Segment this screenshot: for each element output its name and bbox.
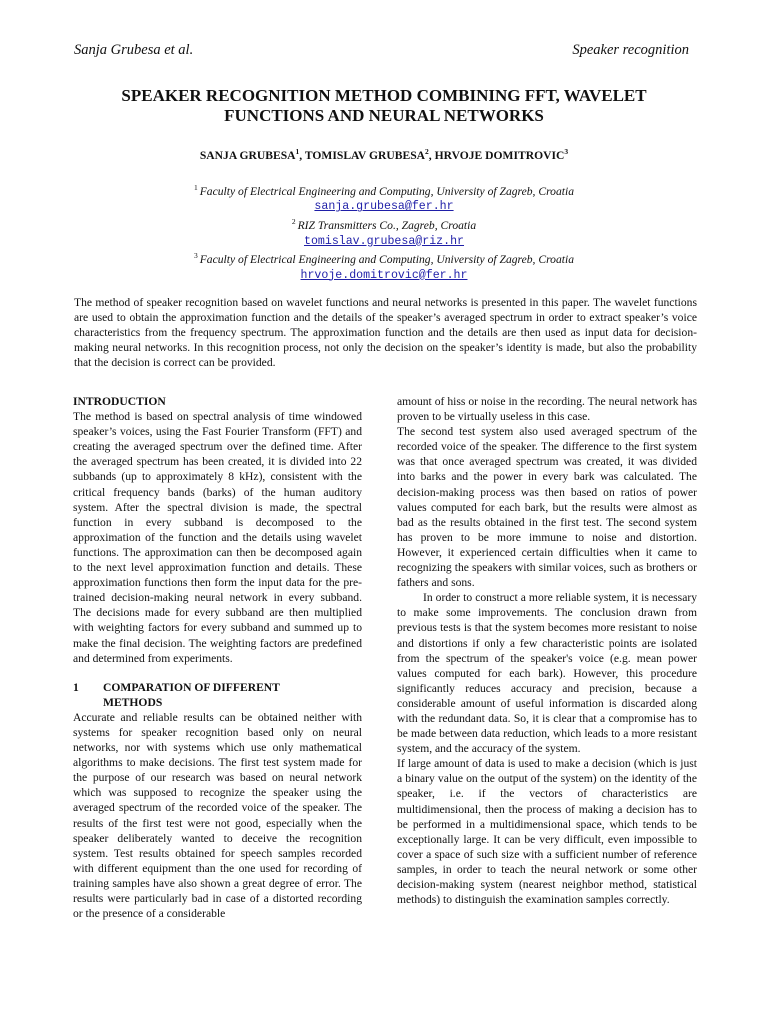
- running-header-topic: Speaker recognition: [572, 42, 689, 58]
- section-number: 1: [73, 680, 79, 694]
- body-paragraph: In order to construct a more reliable system, it is necessary to make some improvements. The conclusion drawn from previous tests is that the system becomes more resistant to noise and distortions if only a few characteristic points are isolated from the spectrum of the speaker's voice (e.g. mean power values computed for each bark). However, this procedure significantly reduces accuracy and precision, because a considerable amount of useful information is discarded along with the redundant data. So, it is clear that a compromise has to be made between data reduction, which leads to a more resistant system, and the accuracy of the system.: [397, 591, 697, 756]
- affiliation: [60, 181, 708, 199]
- affiliation-text: Faculty of Electrical Engineering and Computing, University of Zagreb, Croatia: [199, 252, 575, 266]
- author-name: SANJA GRUBESA: [199, 148, 296, 162]
- paper-title: [60, 86, 708, 126]
- author-affiliation-mark: 3: [564, 147, 569, 156]
- right-column: [397, 394, 697, 907]
- affiliation-mark: 2: [291, 217, 296, 227]
- email-link[interactable]: tomislav.grubesa@riz.hr: [303, 234, 465, 248]
- affiliation-mark: 1: [193, 183, 198, 192]
- abstract: The method of speaker recognition based on wavelet functions and neural networks is presented in this paper. The wavelet functions are used to obtain the approximation function and the details of the speaker’s averaged spectrum in order to extract speaker’s voice characteristics from the frequency spectrum. The approximation function and the details are then used as input data for decision-making neural networks. In this recognition process, not only the decision on the speaker’s identity is made, but also the probability that the decision is correct can be provided.: [74, 296, 697, 370]
- affiliation-text: RIZ Transmitters Co., Zagreb, Croatia: [297, 218, 477, 232]
- body-paragraph: If large amount of data is used to make a decision (which is just a binary value on the output of the system) on the identity of the speaker, i.e. if the vectors of characteristics are multidimensional, then the process of making a decision has to be performed in a multidimensional space, which tends to be exceptionally large. It can be very difficult, even impossible to cover a space of such size with a sufficient number of reference samples, in order to teach the neural network or some other decision-making system (nearest neighbor method, statistical methods) to distinguish the examination samples correctly.: [397, 757, 697, 907]
- affiliation-text: Faculty of Electrical Engineering and Computing, University of Zagreb, Croatia: [199, 184, 575, 198]
- paper-title-line-1: SPEAKER RECOGNITION METHOD COMBINING FFT, WAVELET: [121, 86, 647, 105]
- author-affiliation-mark: 2: [425, 147, 429, 156]
- body-paragraph: Accurate and reliable results can be obtained neither with systems for speaker recognition based only on neural networks, nor with systems which use only mathematical algorithms to make decisions. The first test system made for the purpose of our research was based on neural network which was supposed to recognize the speaker using the averaged spectrum of the recorded voice of the speaker. The results of the first test were not good, especially when the speaker deliberately wanted to deceive the recognition system. Test results obtained for speech samples recorded with different equipment than the one used for recording of training samples have also shown a great degree of error. The results were particularly bad in case of a distorted recording or the presence of a considerable: [73, 710, 362, 921]
- introduction-paragraph: The method is based on spectral analysis of time windowed speaker’s voices, using the Fast Fourier Transform (FFT) and creating the averaged spectrum over the defined time. After the averaged spectrum has been created, it is divided into 22 subbands (up to approximately 8 kHz), consistent with the critical frequency bands (barks) of the human auditory system. After the spectral division is made, the spectral function in every subband is decomposed to the approximation of the function and the details using wavelet functions. The approximation can then be decomposed again to the next level approximation function and details. These approximation functions then form the input data for the pre-trained decision-making neural network in every subband. The decisions made for every subband are then multiplied with weighting factors for every subband and summed up to make the final decision. The weighting factors are predefined and determined from experiments.: [73, 410, 362, 665]
- email-link[interactable]: sanja.grubesa@fer.hr: [314, 200, 454, 214]
- affiliation-mark: 3: [193, 251, 198, 261]
- email-link[interactable]: hrvoje.domitrovic@fer.hr: [300, 268, 468, 282]
- left-column: [73, 394, 362, 921]
- section-heading: [73, 680, 362, 710]
- running-header: [74, 42, 689, 62]
- author-affiliation-mark: 1: [295, 147, 300, 156]
- author-name: TOMISLAV GRUBESA: [304, 148, 426, 162]
- paper-title-line-2: FUNCTIONS AND NEURAL NETWORKS: [224, 106, 544, 125]
- author-name: HRVOJE DOMITROVIC: [434, 148, 565, 162]
- author-list: SANJA GRUBESA$^1$, TOMISLAV GRUBESA$^2$, HRVOJE DOMITROVIC$^3$: [199, 147, 569, 162]
- affiliations: [60, 181, 708, 283]
- affiliation: [60, 249, 708, 267]
- section-heading-line-1: COMPARATION OF DIFFERENT: [103, 680, 280, 694]
- running-header-authors: Sanja Grubesa et al.: [74, 42, 194, 58]
- introduction-heading: INTRODUCTION: [73, 395, 166, 408]
- body-paragraph: The second test system also used averaged spectrum of the recorded voice of the speaker. The difference to the first system was that once averaged spectrum was created, it was divided into barks and the power in every bark was calculated. The decision-making process was then based on ratios of power values computed for each bark, but the results were almost as bad as the results obtained in the first test. The second system has proven to be more immune to noise and distortion. However, it experienced certain difficulties when it came to recognizing the speakers with similar voices, such as brothers or fathers and sons.: [397, 425, 697, 590]
- body-paragraph: amount of hiss or noise in the recording. The neural network has proven to be virtually useless in this case.: [397, 395, 697, 424]
- section-heading-line-2: METHODS: [103, 695, 163, 709]
- affiliation: [60, 215, 708, 233]
